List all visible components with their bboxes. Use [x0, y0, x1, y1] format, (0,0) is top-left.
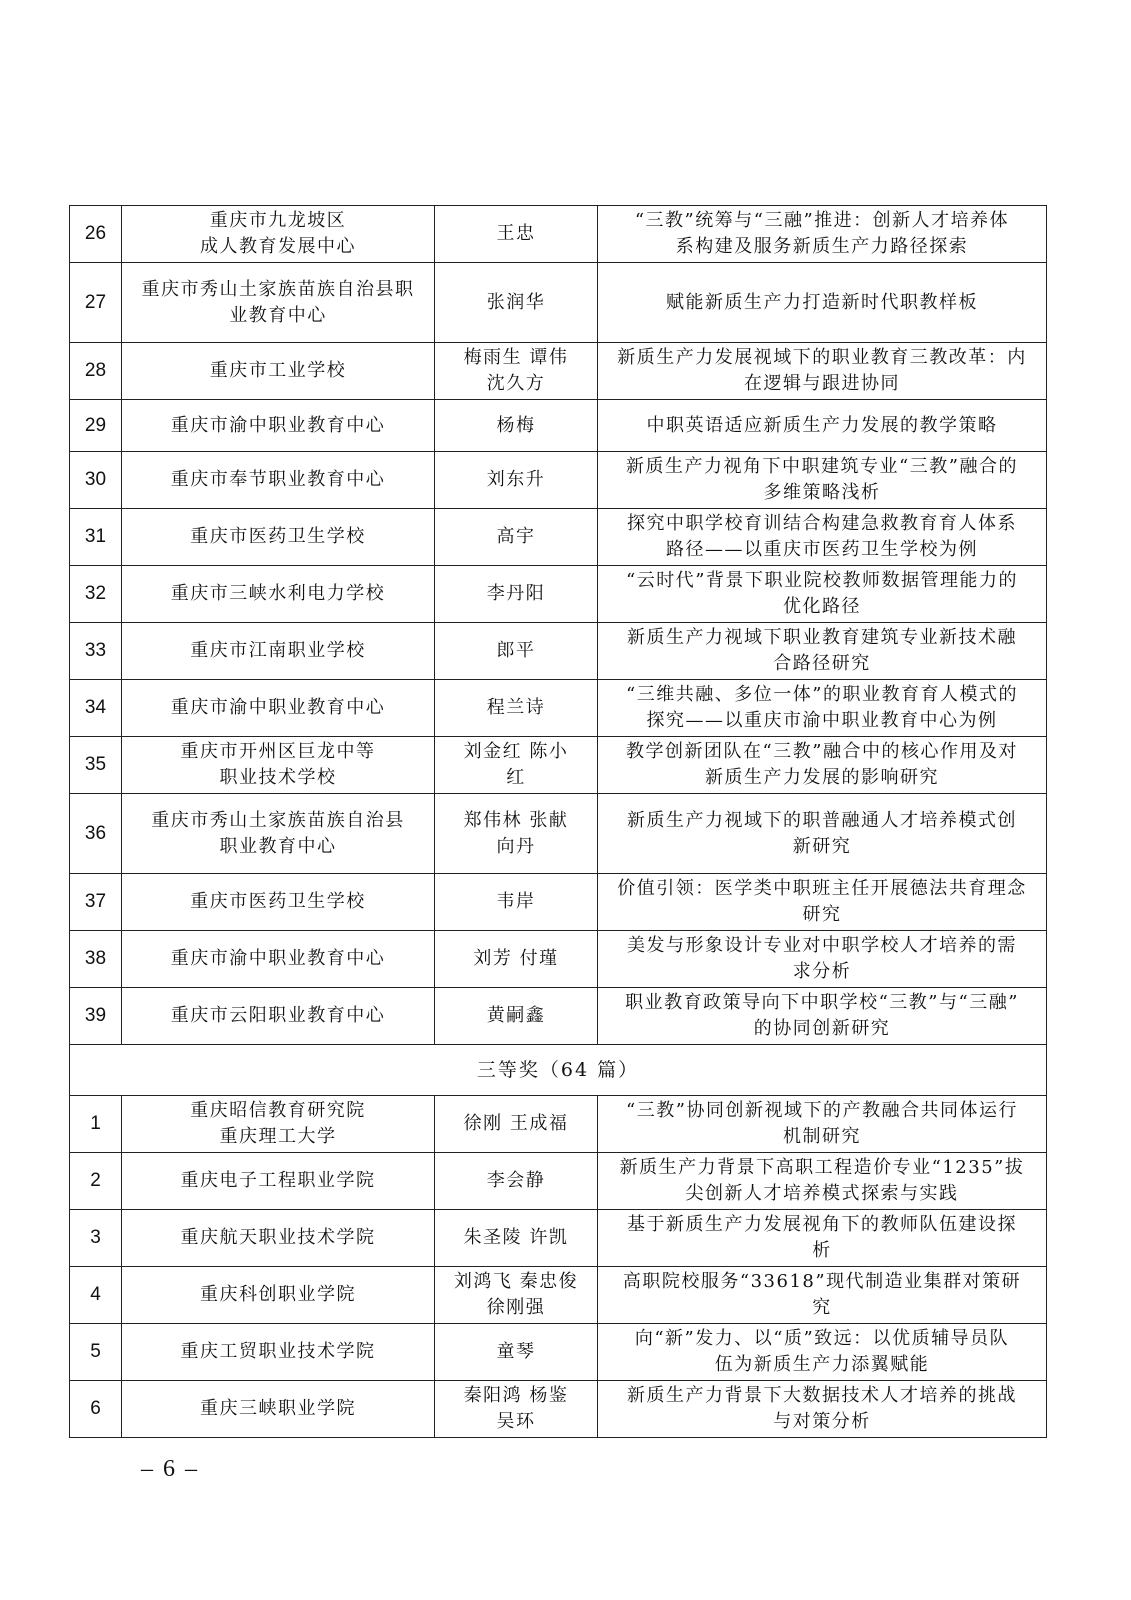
- award-table: [69, 205, 1047, 1438]
- author-cell: 李丹阳: [435, 566, 598, 623]
- unit-cell: 重庆市奉节职业教育中心: [122, 452, 435, 509]
- unit-cell: 重庆市三峡水利电力学校: [122, 566, 435, 623]
- unit-cell: 重庆电子工程职业学院: [122, 1153, 435, 1210]
- table-row: [70, 263, 1047, 343]
- row-number: 5: [70, 1324, 122, 1381]
- table-row: [70, 680, 1047, 737]
- row-number: 34: [70, 680, 122, 737]
- author-cell: 黄嗣鑫: [435, 988, 598, 1045]
- row-number: 3: [70, 1210, 122, 1267]
- paper-title-cell: 高职院校服务“33618”现代制造业集群对策研 究: [598, 1267, 1047, 1324]
- unit-cell: 重庆三峡职业学院: [122, 1381, 435, 1438]
- table-row: [70, 874, 1047, 931]
- unit-cell: 重庆工贸职业技术学院: [122, 1324, 435, 1381]
- row-number: 30: [70, 452, 122, 509]
- unit-cell: 重庆市渝中职业教育中心: [122, 400, 435, 452]
- unit-cell: 重庆昭信教育研究院 重庆理工大学: [122, 1096, 435, 1153]
- paper-title-cell: 新质生产力背景下高职工程造价专业“1235”拔 尖创新人才培养模式探索与实践: [598, 1153, 1047, 1210]
- paper-title-cell: 向“新”发力、以“质”致远：以优质辅导员队 伍为新质生产力添翼赋能: [598, 1324, 1047, 1381]
- unit-cell: 重庆市渝中职业教育中心: [122, 680, 435, 737]
- paper-title-cell: “三教”统筹与“三融”推进：创新人才培养体 系构建及服务新质生产力路径探索: [598, 206, 1047, 263]
- unit-cell: 重庆市渝中职业教育中心: [122, 931, 435, 988]
- row-number: 26: [70, 206, 122, 263]
- row-number: 2: [70, 1153, 122, 1210]
- author-cell: 刘鸿飞 秦忠俊 徐刚强: [435, 1267, 598, 1324]
- paper-title-cell: 新质生产力视域下的职普融通人才培养模式创 新研究: [598, 794, 1047, 874]
- author-cell: 童琴: [435, 1324, 598, 1381]
- unit-cell: 重庆市九龙坡区 成人教育发展中心: [122, 206, 435, 263]
- table-row: [70, 1210, 1047, 1267]
- row-number: 36: [70, 794, 122, 874]
- author-cell: 王忠: [435, 206, 598, 263]
- paper-title-cell: “云时代”背景下职业院校教师数据管理能力的 优化路径: [598, 566, 1047, 623]
- table-row: [70, 452, 1047, 509]
- paper-title-cell: 新质生产力背景下大数据技术人才培养的挑战 与对策分析: [598, 1381, 1047, 1438]
- unit-cell: 重庆市秀山土家族苗族自治县职 业教育中心: [122, 263, 435, 343]
- row-number: 38: [70, 931, 122, 988]
- paper-title-cell: 赋能新质生产力打造新时代职教样板: [598, 263, 1047, 343]
- paper-title-cell: 基于新质生产力发展视角下的教师队伍建设探 析: [598, 1210, 1047, 1267]
- unit-cell: 重庆航天职业技术学院: [122, 1210, 435, 1267]
- author-cell: 高宇: [435, 509, 598, 566]
- unit-cell: 重庆市开州区巨龙中等 职业技术学校: [122, 737, 435, 794]
- paper-title-cell: 职业教育政策导向下中职学校“三教”与“三融” 的协同创新研究: [598, 988, 1047, 1045]
- section-row: [70, 1045, 1047, 1096]
- author-cell: 韦岸: [435, 874, 598, 931]
- paper-title-cell: 新质生产力视角下中职建筑专业“三教”融合的 多维策略浅析: [598, 452, 1047, 509]
- table-row: [70, 566, 1047, 623]
- author-cell: 杨梅: [435, 400, 598, 452]
- unit-cell: 重庆市工业学校: [122, 343, 435, 400]
- table-row: [70, 206, 1047, 263]
- table-row: [70, 1324, 1047, 1381]
- author-cell: 朱圣陵 许凯: [435, 1210, 598, 1267]
- row-number: 1: [70, 1096, 122, 1153]
- table-row: [70, 988, 1047, 1045]
- author-cell: 郎平: [435, 623, 598, 680]
- row-number: 29: [70, 400, 122, 452]
- row-number: 4: [70, 1267, 122, 1324]
- section-row-group: [70, 1045, 1047, 1096]
- table-row: [70, 737, 1047, 794]
- paper-title-cell: 探究中职学校育训结合构建急救教育育人体系 路径——以重庆市医药卫生学校为例: [598, 509, 1047, 566]
- row-number: 35: [70, 737, 122, 794]
- paper-title-cell: 教学创新团队在“三教”融合中的核心作用及对 新质生产力发展的影响研究: [598, 737, 1047, 794]
- author-cell: 秦阳鸿 杨鉴 吴环: [435, 1381, 598, 1438]
- row-number: 37: [70, 874, 122, 931]
- paper-title-cell: 价值引领：医学类中职班主任开展德法共育理念 研究: [598, 874, 1047, 931]
- paper-title-cell: 新质生产力发展视域下的职业教育三教改革：内 在逻辑与跟进协同: [598, 343, 1047, 400]
- award-rows-bottom: [70, 1096, 1047, 1438]
- author-cell: 郑伟林 张献 向丹: [435, 794, 598, 874]
- author-cell: 张润华: [435, 263, 598, 343]
- section-title: 三等奖（64 篇）: [70, 1045, 1047, 1096]
- row-number: 33: [70, 623, 122, 680]
- author-cell: 刘芳 付瑾: [435, 931, 598, 988]
- row-number: 28: [70, 343, 122, 400]
- table-row: [70, 400, 1047, 452]
- author-cell: 梅雨生 谭伟 沈久方: [435, 343, 598, 400]
- unit-cell: 重庆市医药卫生学校: [122, 509, 435, 566]
- unit-cell: 重庆市云阳职业教育中心: [122, 988, 435, 1045]
- row-number: 27: [70, 263, 122, 343]
- page-number: – 6 –: [141, 1456, 199, 1482]
- paper-title-cell: 美发与形象设计专业对中职学校人才培养的需 求分析: [598, 931, 1047, 988]
- paper-title-cell: 中职英语适应新质生产力发展的教学策略: [598, 400, 1047, 452]
- unit-cell: 重庆市秀山土家族苗族自治县 职业教育中心: [122, 794, 435, 874]
- paper-title-cell: “三维共融、多位一体”的职业教育育人模式的 探究——以重庆市渝中职业教育中心为例: [598, 680, 1047, 737]
- unit-cell: 重庆市医药卫生学校: [122, 874, 435, 931]
- paper-title-cell: 新质生产力视域下职业教育建筑专业新技术融 合路径研究: [598, 623, 1047, 680]
- table-row: [70, 343, 1047, 400]
- table-row: [70, 1267, 1047, 1324]
- table-row: [70, 1153, 1047, 1210]
- award-rows-top: [70, 206, 1047, 1045]
- unit-cell: 重庆市江南职业学校: [122, 623, 435, 680]
- table-row: [70, 1096, 1047, 1153]
- author-cell: 徐刚 王成福: [435, 1096, 598, 1153]
- author-cell: 刘金红 陈小 红: [435, 737, 598, 794]
- author-cell: 程兰诗: [435, 680, 598, 737]
- row-number: 39: [70, 988, 122, 1045]
- author-cell: 李会静: [435, 1153, 598, 1210]
- unit-cell: 重庆科创职业学院: [122, 1267, 435, 1324]
- row-number: 6: [70, 1381, 122, 1438]
- row-number: 31: [70, 509, 122, 566]
- table-row: [70, 931, 1047, 988]
- table-row: [70, 1381, 1047, 1438]
- table-row: [70, 623, 1047, 680]
- table-row: [70, 794, 1047, 874]
- paper-title-cell: “三教”协同创新视域下的产教融合共同体运行 机制研究: [598, 1096, 1047, 1153]
- row-number: 32: [70, 566, 122, 623]
- author-cell: 刘东升: [435, 452, 598, 509]
- table-row: [70, 509, 1047, 566]
